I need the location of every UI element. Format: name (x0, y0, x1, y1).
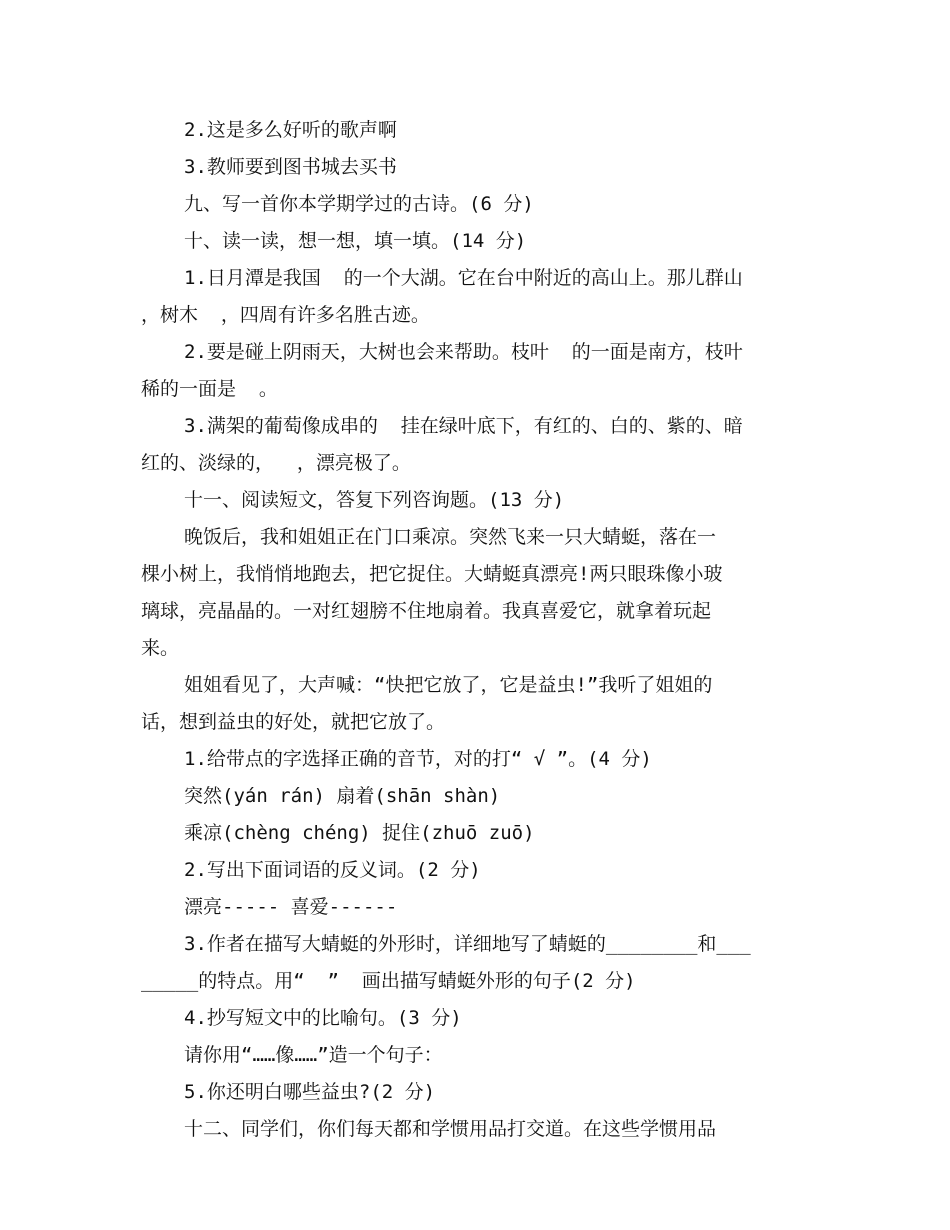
text-line: 乘凉(chèng chéng) 捉住(zhuō zuō) (184, 822, 535, 844)
text-line: 2.要是碰上阴雨天，大树也会来帮助。枝叶 的一面是南方，枝叶 (184, 341, 743, 363)
text-line: 十、读一读，想一想，填一填。(14 分) (184, 230, 527, 252)
text-line: ，树木 ，四周有许多名胜古迹。 (141, 304, 430, 326)
text-line: 十二、同学们，你们每天都和学惯用品打交道。在这些学惯用品 (184, 1118, 717, 1140)
text-line: 1.给带点的字选择正确的音节，对的打“ √ ”。(4 分) (184, 748, 652, 770)
text-line: 突然(yán rán) 扇着(shān shàn) (184, 785, 501, 807)
text-line: 5.你还明白哪些益虫?(2 分) (184, 1081, 436, 1103)
text-line: 请你用“……像……”造一个句子： (184, 1044, 443, 1066)
text-line: 十一、阅读短文，答复下列咨询题。(13 分) (184, 489, 565, 511)
text-line: 来。 (141, 637, 180, 659)
text-line: 红的、淡绿的， ，漂亮极了。 (141, 452, 411, 474)
text-line: _____的特点。用“ ” 画出描写蜻蜓外形的句子(2 分) (141, 970, 636, 992)
text-line: 棵小树上，我悄悄地跑去，把它捉住。大蜻蜓真漂亮!两只眼珠像小玻 (141, 563, 723, 585)
text-line: 话，想到益虫的好处，就把它放了。 (141, 711, 446, 733)
text-line: 稀的一面是 。 (141, 378, 278, 400)
text-line: 漂亮----- 喜爱------ (184, 896, 398, 918)
text-line: 九、写一首你本学期学过的古诗。(6 分) (184, 193, 534, 215)
text-line: 晚饭后，我和姐姐正在门口乘凉。突然飞来一只大蜻蜓，落在一 (184, 526, 717, 548)
text-line: 2.这是多么好听的歌声啊 (184, 119, 397, 141)
text-line: 3.满架的葡萄像成串的 挂在绿叶底下，有红的、白的、紫的、暗 (184, 415, 743, 437)
text-line: 3.作者在描写大蜻蜓的外形时，详细地写了蜻蜓的________和___ (184, 933, 751, 955)
text-line: 姐姐看见了，大声喊：“快把它放了，它是益虫!”我听了姐姐的 (184, 674, 713, 696)
text-line: 4.抄写短文中的比喻句。(3 分) (184, 1007, 462, 1029)
text-line: 1.日月潭是我国 的一个大湖。它在台中附近的高山上。那儿群山 (184, 267, 743, 289)
document-body (141, 112, 811, 1148)
text-line: 2.写出下面词语的反义词。(2 分) (184, 859, 481, 881)
text-line: 3.教师要到图书城去买书 (184, 156, 397, 178)
text-line: 璃球，亮晶晶的。一对红翅膀不住地扇着。我真喜爱它，就拿着玩起 (141, 600, 712, 622)
